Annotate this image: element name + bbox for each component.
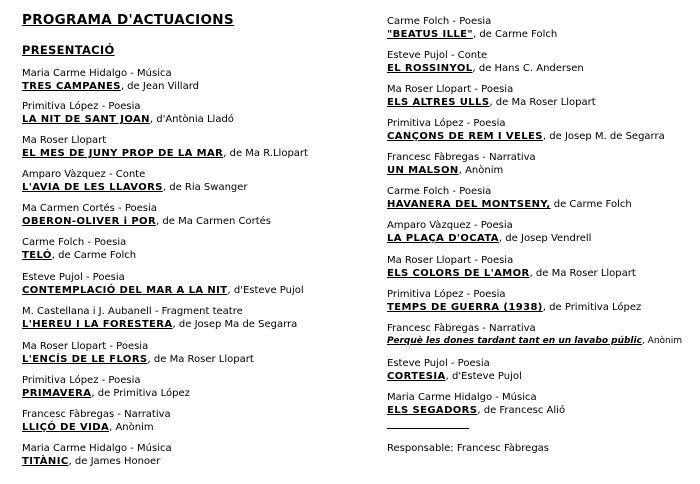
work-title: "BEATUS ILLE" — [387, 29, 473, 40]
program-entry — [387, 49, 584, 75]
program-entry — [22, 271, 304, 297]
work-title: L'AVIA DE LES LLAVORS — [22, 182, 163, 193]
work-credit: , de Ma R.Llopart — [223, 148, 308, 159]
program-entry — [387, 322, 682, 348]
responsible-line: Responsable: Francesc Fàbregas — [387, 443, 550, 454]
work-title: ELS SEGADORS — [387, 405, 478, 416]
performer-line: Esteve Pujol - Poesia — [387, 358, 490, 369]
performer-line: Primitiva López - Poesia — [387, 289, 506, 300]
work-title: L'ENCÍS DE LE FLORS — [22, 354, 148, 365]
work-title: CORTESIA — [387, 371, 446, 382]
work-credit: , de Primitiva López — [542, 302, 642, 313]
program-entry — [387, 151, 536, 177]
performer-line: Francesc Fàbregas - Narrativa — [387, 152, 536, 163]
work-title: CANÇONS DE REM I VELES — [387, 131, 543, 142]
performer-line: Esteve Pujol - Conte — [387, 50, 488, 61]
program-entry — [22, 100, 234, 126]
program-entry — [387, 117, 665, 143]
performer-line: Francesc Fàbregas - Narrativa — [22, 409, 171, 420]
performer-line: Primitiva López - Poesia — [387, 118, 506, 129]
program-entry — [22, 305, 297, 331]
program-entry — [22, 374, 190, 400]
work-credit: , de Ma Roser Llopart — [529, 268, 636, 279]
work-title: UN MALSON — [387, 165, 459, 176]
work-title: EL MES DE JUNY PROP DE LA MAR — [22, 148, 224, 159]
work-credit: , de Josep Vendrell — [498, 233, 592, 244]
program-entry — [22, 442, 172, 468]
work-title: LA NIT DE SANT JOAN — [22, 114, 150, 125]
work-credit: , d'Antònia Lladó — [149, 114, 234, 125]
program-entry — [22, 67, 199, 93]
performer-line: Maria Carme Hidalgo - Música — [387, 392, 537, 403]
work-title: TEMPS DE GUERRA (1938) — [387, 302, 543, 313]
performer-line: Francesc Fàbregas - Narrativa — [387, 323, 536, 334]
performer-line: Amparo Vàzquez - Conte — [22, 169, 146, 180]
performer-line: Carme Folch - Poesia — [387, 16, 492, 27]
work-title: ELS COLORS DE L'AMOR — [387, 268, 530, 279]
program-entry — [22, 408, 171, 434]
work-title: TITÀNIC — [22, 456, 69, 467]
program-entry — [22, 168, 248, 194]
performer-line: Esteve Pujol - Poesia — [22, 272, 125, 283]
work-title: LA PLAÇA D'OCATA — [387, 233, 499, 244]
work-credit: , Anònim — [458, 165, 504, 176]
work-title: PRIMAVERA — [22, 388, 92, 399]
work-credit: , de Josep Ma de Segarra — [172, 319, 298, 330]
work-credit: , de Ma Roser Llopart — [489, 97, 596, 108]
program-entry — [387, 83, 596, 109]
work-credit: de Carme Folch — [550, 199, 632, 210]
work-credit: , de James Honoer — [68, 456, 161, 467]
work-credit: , Anònim — [641, 336, 682, 346]
work-title: EL ROSSINYOL — [387, 63, 473, 74]
program-entry — [387, 185, 632, 211]
program-entry — [22, 134, 308, 160]
work-title: TRES CAMPANES — [22, 81, 121, 92]
work-credit: , de Carme Folch — [51, 250, 137, 261]
program-entry — [22, 340, 254, 366]
work-credit: , de Hans C. Andersen — [472, 63, 584, 74]
performer-line: Ma Roser Llopart - Poesia — [387, 84, 514, 95]
performer-line: Amparo Vàzquez - Poesia — [387, 220, 513, 231]
work-title: OBERON-OLIVER i POR — [22, 216, 157, 227]
work-title: CONTEMPLACIÓ DEL MAR A LA NIT — [22, 285, 228, 296]
performer-line: Ma Roser Llopart - Poesia — [22, 341, 149, 352]
work-credit: , d'Esteve Pujol — [445, 371, 522, 382]
work-title: LLIÇÓ DE VIDA — [22, 422, 110, 433]
performer-line: M. Castellana i J. Aubanell - Fragment teatre — [22, 306, 243, 317]
program-entry — [387, 219, 591, 245]
work-title: HAVANERA DEL MONTSENY, — [387, 199, 551, 210]
performer-line: Maria Carme Hidalgo - Música — [22, 443, 172, 454]
work-credit: , de Ria Swanger — [162, 182, 248, 193]
work-credit: , d'Esteve Pujol — [227, 285, 304, 296]
section-title: PRESENTACIÓ — [22, 43, 115, 57]
work-credit: , de Primitiva López — [91, 388, 190, 399]
work-credit: , de Josep M. de Segarra — [542, 131, 665, 142]
program-entry — [387, 254, 636, 280]
performer-line: Ma Roser Llopart — [22, 135, 107, 146]
work-credit: , de Francesc Alió — [477, 405, 566, 416]
program-entry — [387, 288, 641, 314]
work-credit: , de Ma Carmen Cortés — [156, 216, 271, 227]
performer-line: Maria Carme Hidalgo - Música — [22, 68, 172, 79]
program-entry — [22, 202, 271, 228]
signature-divider — [387, 428, 469, 429]
work-title: L'HEREU I LA FORESTERA — [22, 319, 173, 330]
program-entry — [387, 391, 565, 417]
work-credit: , de Carme Folch — [472, 29, 558, 40]
performer-line: Ma Carmen Cortés - Poesia — [22, 203, 157, 214]
performer-line: Ma Roser Llopart - Poesia — [387, 255, 514, 266]
performer-line: Carme Folch - Poesia — [22, 237, 127, 248]
work-credit: , de Ma Roser Llopart — [147, 354, 254, 365]
program-title: PROGRAMA D'ACTUACIONS — [22, 12, 234, 28]
work-title: ELS ALTRES ULLS — [387, 97, 490, 108]
program-entry — [387, 357, 522, 383]
program-entry — [22, 236, 136, 262]
work-title: TELÓ — [22, 250, 52, 261]
program-entry — [387, 15, 557, 41]
work-title: Perquè les dones tardant tant en un lavabo públic — [387, 336, 642, 346]
performer-line: Carme Folch - Poesia — [387, 186, 492, 197]
performer-line: Primitiva López - Poesia — [22, 101, 141, 112]
work-credit: , Anònim — [109, 422, 154, 433]
work-credit: , de Jean Villard — [120, 81, 199, 92]
performer-line: Primitiva López - Poesia — [22, 375, 141, 386]
